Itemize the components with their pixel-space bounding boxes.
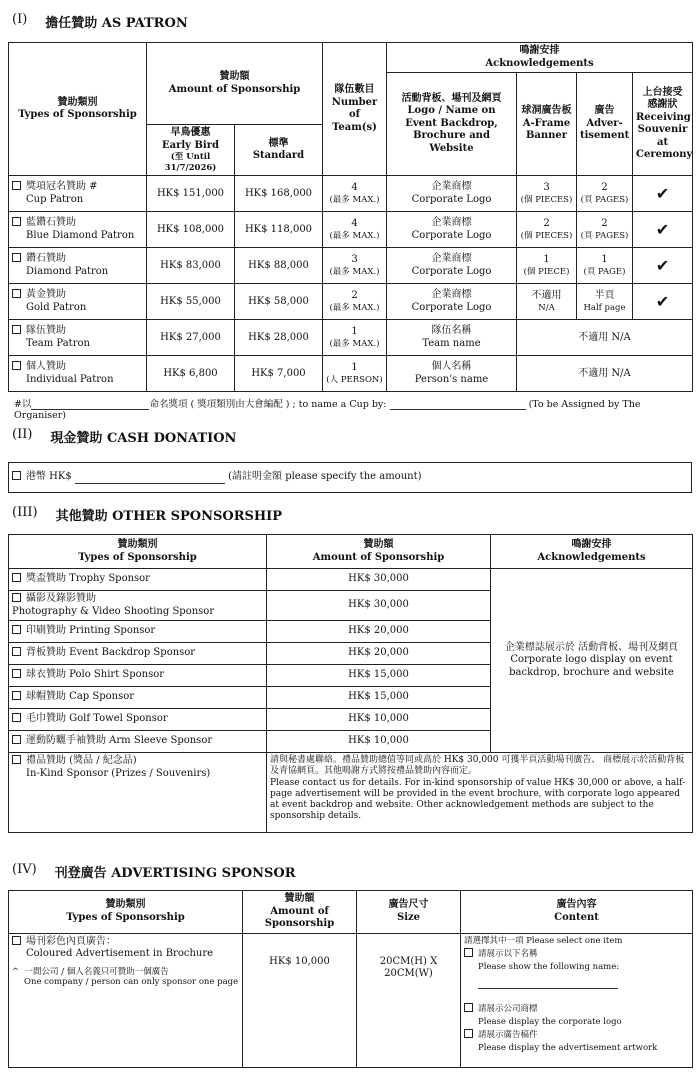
header-teams: 隊伍數目 Number of Team(s) xyxy=(323,43,387,176)
banner-count: 不適用 N/A xyxy=(517,284,577,320)
early-bird-price: HK$ 55,000 xyxy=(147,284,235,320)
sponsor-row xyxy=(9,569,693,591)
sponsor-amount: HK$ 30,000 xyxy=(267,591,491,621)
section-number: (I) xyxy=(12,12,28,27)
section-4-title: (IV) 刊登廣告 ADVERTISING SPONSOR xyxy=(12,862,296,881)
check-mark-icon: ✔ xyxy=(633,248,693,284)
sponsor-checkbox[interactable] xyxy=(12,593,21,602)
early-bird-price: HK$ 83,000 xyxy=(147,248,235,284)
sponsor-checkbox[interactable] xyxy=(12,669,21,678)
sponsor-checkbox[interactable] xyxy=(12,713,21,722)
sponsor-checkbox[interactable] xyxy=(12,647,21,656)
header-standard: 標準 Standard xyxy=(235,125,323,176)
sponsor-type: 背板贊助 Event Backdrop Sponsor xyxy=(9,643,267,665)
logo-display: 企業商標 Corporate Logo xyxy=(387,284,517,320)
header-type: 贊助類別 Types of Sponsorship xyxy=(9,891,243,934)
advertising-table xyxy=(8,890,693,1068)
early-bird-price: HK$ 6,800 xyxy=(147,356,235,392)
header-amount: 贊助額 Amount of Sponsorship xyxy=(147,43,323,125)
section-3-title: (III) 其他贊助 OTHER SPONSORSHIP xyxy=(12,505,283,524)
sponsor-amount: HK$ 10,000 xyxy=(267,731,491,753)
team-count: 2 (最多 MAX.) xyxy=(323,284,387,320)
inkind-details: 請與秘書處聯絡。禮品贊助總值等同或高於 HK$ 30,000 可獲半頁活動場刊廣告、 商標展示於活動背板及青協網頁。其他鳴謝方式將按禮品贊助內容而定。 Please contact us for details. For in-kind sponsorship of value HK$ 30,000 or above, a half-page advertisement will be provided in the event brochure, with corporate logo appeared at event backdrop and website. Other acknowledgement methods are subject to the sponsorship details. xyxy=(267,753,693,833)
header-adv: 廣告 Adver- tisement xyxy=(577,73,633,176)
header-souvenir: 上台接受 感謝狀 Receiving Souvenir at Ceremony xyxy=(633,73,693,176)
header-amount: 贊助額 Amount of Sponsorship xyxy=(267,535,491,569)
not-applicable: 不適用 N/A xyxy=(517,356,693,392)
patron-checkbox[interactable] xyxy=(12,217,21,226)
sponsor-amount: HK$ 20,000 xyxy=(267,643,491,665)
check-mark-icon: ✔ xyxy=(633,284,693,320)
sponsor-checkbox[interactable] xyxy=(12,691,21,700)
other-sponsorship-table xyxy=(8,534,693,833)
header-content: 廣告內容 Content xyxy=(461,891,693,934)
patron-checkbox[interactable] xyxy=(12,181,21,190)
patron-checkbox[interactable] xyxy=(12,253,21,262)
opt1-checkbox[interactable] xyxy=(464,948,473,957)
team-count: 1 (最多 MAX.) xyxy=(323,320,387,356)
team-count: 4 (最多 MAX.) xyxy=(323,176,387,212)
ad-content: 請選擇其中一項 Please select one item 請展示以下名稱 Please show the following name: 請展示公司商標 Please display the corporate logo 請展示廣告稿件 Please display the advertisement artwork xyxy=(461,933,693,1067)
sponsor-ack: 企業標誌展示於 活動背板、場刊及網頁 Corporate logo display on event backdrop, brochure and website xyxy=(491,569,693,753)
logo-display: 隊伍名稱 Team name xyxy=(387,320,517,356)
header-ack: 鳴謝安排 Acknowledgements xyxy=(491,535,693,569)
early-bird-price: HK$ 27,000 xyxy=(147,320,235,356)
sponsor-type: 獎盃贊助 Trophy Sponsor xyxy=(9,569,267,591)
check-mark-icon: ✔ xyxy=(633,212,693,248)
patron-type: 藍鑽石贊助 Blue Diamond Patron xyxy=(9,212,147,248)
patron-type: 鑽石贊助 Diamond Patron xyxy=(9,248,147,284)
sponsor-type: 印刷贊助 Printing Sponsor xyxy=(9,621,267,643)
standard-price: HK$ 88,000 xyxy=(235,248,323,284)
header-logo: 活動背板、場刊及網頁 Logo / Name on Event Backdrop, Brochure and Website xyxy=(387,73,517,176)
sponsor-type: 毛巾贊助 Golf Towel Sponsor xyxy=(9,709,267,731)
standard-price: HK$ 168,000 xyxy=(235,176,323,212)
header-type: 贊助類別 Types of Sponsorship xyxy=(9,535,267,569)
cup-name-blank[interactable] xyxy=(390,409,526,410)
ad-size: 20CM(H) X 20CM(W) xyxy=(357,933,461,1067)
patron-row xyxy=(9,356,693,392)
inkind-checkbox[interactable] xyxy=(12,755,21,764)
sponsor-amount: HK$ 15,000 xyxy=(267,687,491,709)
team-count: 3 (最多 MAX.) xyxy=(323,248,387,284)
sponsor-amount: HK$ 15,000 xyxy=(267,665,491,687)
ad-amount: HK$ 10,000 xyxy=(243,933,357,1067)
sponsor-amount: HK$ 30,000 xyxy=(267,569,491,591)
team-count: 4 (最多 MAX.) xyxy=(323,212,387,248)
team-count: 1 (人 PERSON) xyxy=(323,356,387,392)
header-ack: 鳴謝安排 Acknowledgements xyxy=(387,43,693,73)
advert-pages: 2 (頁 PAGES) xyxy=(577,212,633,248)
section-1-title xyxy=(12,12,188,31)
sponsor-type: 球帽贊助 Cap Sponsor xyxy=(9,687,267,709)
logo-display: 企業商標 Corporate Logo xyxy=(387,176,517,212)
cash-checkbox[interactable] xyxy=(12,471,21,480)
sponsor-checkbox[interactable] xyxy=(12,735,21,744)
inkind-type: 禮品贊助 (獎品 / 紀念品) In-Kind Sponsor (Prizes / Souvenirs) xyxy=(9,753,267,833)
patron-checkbox[interactable] xyxy=(12,325,21,334)
patron-row xyxy=(9,248,693,284)
cash-amount-blank[interactable] xyxy=(75,483,225,484)
cash-row: 港幣 HK$ (請註明金額 please specify the amount) xyxy=(9,463,692,493)
patron-row xyxy=(9,176,693,212)
header-banner: 球洞廣告板 A-Frame Banner xyxy=(517,73,577,176)
ad-type: 場刊彩色內頁廣告： Coloured Advertisement in Brochure ^ 一間公司 / 個人名義只可贊助一個廣告 One company / person can only sponsor one page xyxy=(9,933,243,1067)
patron-row xyxy=(9,212,693,248)
logo-display: 企業商標 Corporate Logo xyxy=(387,248,517,284)
patron-row xyxy=(9,284,693,320)
check-mark-icon: ✔ xyxy=(633,176,693,212)
sponsor-amount: HK$ 20,000 xyxy=(267,621,491,643)
patron-table xyxy=(8,42,693,392)
patron-type: 黃金贊助 Gold Patron xyxy=(9,284,147,320)
opt2-checkbox[interactable] xyxy=(464,1003,473,1012)
sponsor-amount: HK$ 10,000 xyxy=(267,709,491,731)
banner-count: 3 (個 PIECES) xyxy=(517,176,577,212)
advert-pages: 1 (頁 PAGE) xyxy=(577,248,633,284)
not-applicable: 不適用 N/A xyxy=(517,320,693,356)
section-heading: 擔任贊助 AS PATRON xyxy=(45,16,188,31)
opt3-checkbox[interactable] xyxy=(464,1029,473,1038)
header-type: 贊助類別 Types of Sponsorship xyxy=(9,43,147,176)
logo-display: 企業商標 Corporate Logo xyxy=(387,212,517,248)
early-bird-price: HK$ 108,000 xyxy=(147,212,235,248)
sponsor-type: 球衣贊助 Polo Shirt Sponsor xyxy=(9,665,267,687)
section-2-title: (II) 現金贊助 CASH DONATION xyxy=(12,427,237,446)
cash-table xyxy=(8,462,692,493)
patron-type: 個人贊助 Individual Patron xyxy=(9,356,147,392)
sponsor-checkbox[interactable] xyxy=(12,625,21,634)
ad-checkbox[interactable] xyxy=(12,936,21,945)
patron-row xyxy=(9,320,693,356)
patron-checkbox[interactable] xyxy=(12,361,21,370)
standard-price: HK$ 58,000 xyxy=(235,284,323,320)
advert-pages: 半頁 Half page xyxy=(577,284,633,320)
header-size: 廣告尺寸 Size xyxy=(357,891,461,934)
early-bird-price: HK$ 151,000 xyxy=(147,176,235,212)
header-amount: 贊助額 Amount of Sponsorship xyxy=(243,891,357,934)
sponsor-type: 運動防曬手袖贊助 Arm Sleeve Sponsor xyxy=(9,731,267,753)
cup-footnote: #以 命名獎項 ( 獎項類別由大會編配 ) ; to name a Cup by: (To be Assigned by The Organiser) xyxy=(14,399,641,421)
standard-price: HK$ 28,000 xyxy=(235,320,323,356)
opt1-name-blank[interactable] xyxy=(478,988,618,989)
patron-checkbox[interactable] xyxy=(12,289,21,298)
sponsor-checkbox[interactable] xyxy=(12,573,21,582)
banner-count: 1 (個 PIECE) xyxy=(517,248,577,284)
logo-display: 個人名稱 Person's name xyxy=(387,356,517,392)
advert-pages: 2 (頁 PAGES) xyxy=(577,176,633,212)
patron-type: 隊伍贊助 Team Patron xyxy=(9,320,147,356)
sponsor-type: 攝影及錄影贊助 Photography & Video Shooting Sponsor xyxy=(9,591,267,621)
standard-price: HK$ 7,000 xyxy=(235,356,323,392)
standard-price: HK$ 118,000 xyxy=(235,212,323,248)
banner-count: 2 (個 PIECES) xyxy=(517,212,577,248)
header-early-bird: 早鳥優惠 Early Bird (至 Until 31/7/2026) xyxy=(147,125,235,176)
patron-type: 獎項冠名贊助 # Cup Patron xyxy=(9,176,147,212)
